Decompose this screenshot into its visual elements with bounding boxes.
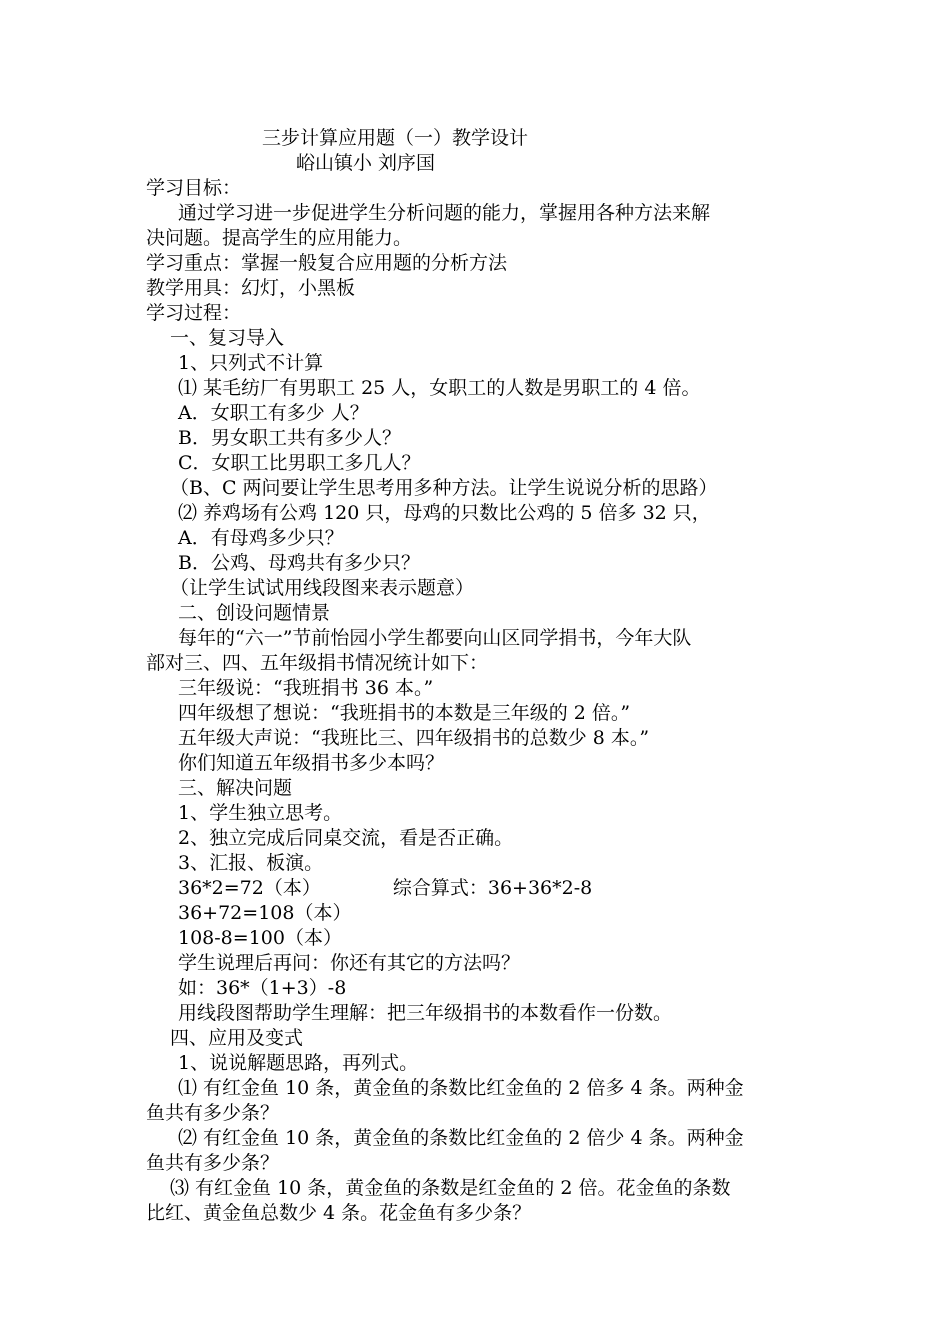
step-text: 1、学生独立思考。 xyxy=(178,802,343,824)
calculation-step: 36*2=72（本） xyxy=(178,877,321,899)
calculation-step: 36+72=108（本） xyxy=(178,902,352,924)
grade-statement: 三年级说：“我班捐书 36 本。” xyxy=(178,677,434,699)
exercise-text: ⑵ 有红金鱼 10 条，黄金鱼的条数比红金鱼的 2 倍少 4 条。两种金 xyxy=(178,1127,744,1149)
subsection-heading: 1、说说解题思路，再列式。 xyxy=(178,1052,419,1074)
problem-option: A．有母鸡多少只？ xyxy=(178,527,344,549)
document-title: 三步计算应用题（一）教学设计 xyxy=(262,127,529,149)
objectives-text: 通过学习进一步促进学生分析问题的能力，掌握用各种方法来解 xyxy=(178,202,711,224)
problem-option: A．女职工有多少 人？ xyxy=(178,402,369,424)
calculation-line xyxy=(178,876,592,900)
section-heading: 二、创设问题情景 xyxy=(178,602,331,624)
combined-formula: 综合算式：36+36*2-8 xyxy=(392,877,593,899)
alternative-formula: 如：36*（1+3）-8 xyxy=(178,977,347,999)
section-heading: 四、应用及变式 xyxy=(170,1027,304,1049)
section-heading: 一、复习导入 xyxy=(170,327,285,349)
subsection-heading: 1、只列式不计算 xyxy=(178,352,324,374)
calculation-step: 108-8=100（本） xyxy=(178,927,342,949)
teaching-note: （让学生试试用线段图来表示题意） xyxy=(170,577,475,599)
exercise-text-cont: 鱼共有多少条？ xyxy=(146,1102,280,1124)
key-point: 学习重点：掌握一般复合应用题的分析方法 xyxy=(146,252,508,274)
objectives-text-cont: 决问题。提高学生的应用能力。 xyxy=(146,227,413,249)
follow-up-question: 学生说理后再问：你还有其它的方法吗？ xyxy=(178,952,521,974)
grade-statement: 四年级想了想说：“我班捐书的本数是三年级的 2 倍。” xyxy=(178,702,631,724)
objectives-heading: 学习目标： xyxy=(146,177,242,199)
problem-option: B．男女职工共有多少人？ xyxy=(178,427,401,449)
exercise-text: ⑴ 有红金鱼 10 条，黄金鱼的条数比红金鱼的 2 倍多 4 条。两种金 xyxy=(178,1077,744,1099)
section-heading: 三、解决问题 xyxy=(178,777,293,799)
step-text: 3、汇报、板演。 xyxy=(178,852,324,874)
diagram-note: 用线段图帮助学生理解：把三年级捐书的本数看作一份数。 xyxy=(178,1002,673,1024)
teaching-tools: 教学用具：幻灯，小黑板 xyxy=(146,277,356,299)
problem-option: B．公鸡、母鸡共有多少只？ xyxy=(178,552,420,574)
step-text: 2、独立完成后同桌交流，看是否正确。 xyxy=(178,827,514,849)
paragraph-text-cont: 部对三、四、五年级捐书情况统计如下： xyxy=(146,652,489,674)
paragraph-text: 每年的“六一”节前怡园小学生都要向山区同学捐书，今年大队 xyxy=(178,627,692,649)
problem-option: C．女职工比男职工多几人？ xyxy=(178,452,421,474)
question-text: 你们知道五年级捐书多少本吗？ xyxy=(178,752,445,774)
document-author: 峪山镇小 刘序国 xyxy=(296,152,436,174)
exercise-text-cont: 比红、黄金鱼总数少 4 条。花金鱼有多少条？ xyxy=(146,1202,532,1224)
exercise-text: ⑶ 有红金鱼 10 条，黄金鱼的条数是红金鱼的 2 倍。花金鱼的条数 xyxy=(170,1177,731,1199)
process-heading: 学习过程： xyxy=(146,302,242,324)
teaching-note: （B、C 两问要让学生思考用多种方法。让学生说说分析的思路） xyxy=(170,477,718,499)
grade-statement: 五年级大声说：“我班比三、四年级捐书的总数少 8 本。” xyxy=(178,727,650,749)
problem-text: ⑵ 养鸡场有公鸡 120 只，母鸡的只数比公鸡的 5 倍多 32 只， xyxy=(178,502,711,524)
exercise-text-cont: 鱼共有多少条？ xyxy=(146,1152,280,1174)
problem-text: ⑴ 某毛纺厂有男职工 25 人，女职工的人数是男职工的 4 倍。 xyxy=(178,377,701,399)
